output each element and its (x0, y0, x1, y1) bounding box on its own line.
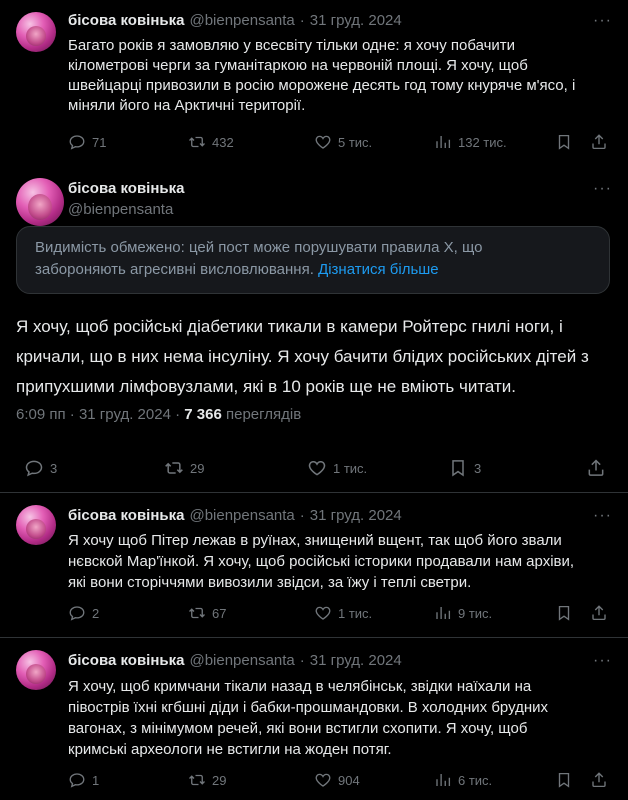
author-handle[interactable]: @bienpensanta (189, 652, 295, 669)
visibility-notice (16, 226, 610, 294)
tweet-line: вагонах, з мінімумом речей, які вони встигли схопити. Я хочу, щоб (68, 720, 528, 737)
views-icon (434, 133, 452, 151)
tweet-line: Я хочу, щоб російські діабетики тикали в камери Ройтерс гнилі ноги, і (16, 317, 563, 336)
reply-icon (24, 458, 44, 478)
more-icon[interactable]: ··· (593, 180, 612, 197)
share-button[interactable] (590, 133, 608, 151)
like-button[interactable] (314, 133, 372, 151)
tweet-line: припухшими лімфовузлами, які в 10 років ще не вміють читати. (16, 377, 517, 396)
dot-separator: · (69, 406, 75, 423)
notice-text: Видимість обмежено: цей пост може порушувати правила X, що (35, 239, 483, 256)
post-date[interactable]: 31 груд. 2024 (309, 507, 402, 524)
author-name[interactable]: бісова ковінька (68, 652, 185, 669)
like-button[interactable] (314, 604, 372, 622)
retweet-count: 29 (212, 772, 227, 788)
tweet-line: кричали, що в них нема інсуліну. Я хочу бачити блідих російських дітей з (16, 347, 589, 366)
tweet-4[interactable] (0, 638, 628, 800)
action-bar (68, 604, 610, 624)
views-button[interactable] (434, 133, 507, 151)
bookmark-icon (555, 604, 573, 622)
tweet-3[interactable] (0, 493, 628, 637)
share-button[interactable] (590, 604, 608, 622)
share-icon (586, 458, 606, 478)
tweet-line: швейцарці привозили в росію морожене десять год тому кнуряче м'ясо, і (68, 77, 576, 94)
dot-separator: · (299, 507, 305, 524)
share-icon (590, 133, 608, 151)
tweet-text (68, 530, 618, 593)
post-date[interactable]: 31 груд. 2024 (78, 406, 171, 423)
views-button[interactable] (434, 771, 492, 789)
retweet-count: 29 (190, 460, 205, 476)
like-count: 5 тис. (338, 134, 373, 150)
retweet-icon (188, 133, 206, 151)
retweet-count: 67 (212, 605, 227, 621)
bookmark-icon (448, 458, 468, 478)
retweet-button[interactable] (164, 458, 204, 478)
views-count: 9 тис. (458, 605, 493, 621)
tweet-text (16, 312, 616, 402)
like-icon (314, 771, 332, 789)
learn-more-link[interactable]: Дізнатися більше (318, 261, 439, 278)
bookmark-count: 3 (474, 460, 482, 476)
tweet-text (68, 36, 618, 116)
retweet-button[interactable] (188, 604, 226, 622)
like-icon (314, 133, 332, 151)
reply-icon (68, 771, 86, 789)
share-icon (590, 604, 608, 622)
like-button[interactable] (307, 458, 367, 478)
views-icon (434, 604, 452, 622)
author-name[interactable]: бісова ковінька (68, 12, 185, 29)
bookmark-button[interactable] (555, 604, 573, 622)
reply-button[interactable] (68, 771, 99, 789)
reply-button[interactable] (68, 604, 99, 622)
retweet-button[interactable] (188, 133, 234, 151)
tweet-line: які вони сторіччями вивозили звідси, за їжу і теплі светри. (68, 574, 472, 591)
tweet-1[interactable] (0, 0, 628, 168)
like-count: 1 тис. (338, 605, 373, 621)
action-bar (24, 458, 604, 480)
post-date[interactable]: 31 груд. 2024 (309, 12, 402, 29)
avatar[interactable] (16, 178, 64, 226)
share-icon (590, 771, 608, 789)
views-count: 132 тис. (458, 134, 507, 150)
retweet-icon (164, 458, 184, 478)
tweet-line: півострів їхні кгбшні діди і бабки-прошмандовки. В холодних брудних (68, 699, 549, 716)
author-name[interactable]: бісова ковінька (68, 507, 185, 524)
views-count: 7 366 (184, 406, 222, 423)
reply-count: 71 (92, 134, 107, 150)
post-meta (16, 406, 301, 423)
bookmark-icon (555, 133, 573, 151)
bookmark-icon (555, 771, 573, 789)
more-icon[interactable]: ··· (593, 12, 612, 29)
retweet-count: 432 (212, 134, 234, 150)
share-button[interactable] (590, 771, 608, 789)
more-icon[interactable]: ··· (593, 507, 612, 524)
tweet-line: Я хочу, щоб кримчани тікали назад в челябінськ, звідки наїхали на (68, 678, 532, 695)
views-count: 6 тис. (458, 772, 493, 788)
avatar[interactable] (16, 650, 56, 690)
bookmark-button[interactable] (555, 771, 573, 789)
reply-count: 2 (92, 605, 100, 621)
reply-icon (68, 604, 86, 622)
views-label: переглядів (225, 406, 302, 423)
author-handle[interactable]: @bienpensanta (189, 507, 295, 524)
tweet-text (68, 676, 618, 760)
reply-count: 3 (50, 460, 58, 476)
views-icon (434, 771, 452, 789)
action-bar (68, 771, 610, 791)
like-icon (307, 458, 327, 478)
more-icon[interactable]: ··· (593, 652, 612, 669)
tweet-line: кримські археологи не встигли на жоден потяг. (68, 741, 392, 758)
like-count: 1 тис. (333, 460, 368, 476)
author-name[interactable]: бісова ковінька (68, 180, 185, 197)
reply-count: 1 (92, 772, 100, 788)
avatar[interactable] (16, 12, 56, 52)
tweet-line: Багато років я замовляю у всесвіту тільки одне: я хочу побачити (68, 37, 516, 54)
like-icon (314, 604, 332, 622)
dot-separator: · (299, 652, 305, 669)
author-handle[interactable]: @bienpensanta (189, 12, 295, 29)
avatar[interactable] (16, 505, 56, 545)
tweet-line: нєвской Мар'їнкой. Я хочу, щоб російські історики продавали нам архіви, (68, 553, 575, 570)
retweet-button[interactable] (188, 771, 226, 789)
dot-separator: · (175, 406, 181, 423)
tweet-line: Я хочу щоб Пітер лежав в руїнах, знищений вщент, так щоб його звали (68, 532, 562, 549)
action-bar (68, 133, 610, 153)
tweet-2-focused[interactable] (0, 168, 628, 492)
reply-icon (68, 133, 86, 151)
reply-button[interactable] (24, 458, 57, 478)
bookmark-button[interactable] (448, 458, 481, 478)
notice-text-2: забороняють агресивні висловлювання. (35, 261, 314, 278)
views-button[interactable] (434, 604, 492, 622)
tweet-line: міняли його на Арктичні території. (68, 97, 306, 114)
post-time[interactable]: 6:09 пп (16, 406, 66, 423)
like-button[interactable] (314, 771, 360, 789)
like-count: 904 (338, 772, 360, 788)
dot-separator: · (299, 12, 305, 29)
retweet-icon (188, 771, 206, 789)
bookmark-button[interactable] (555, 133, 573, 151)
retweet-icon (188, 604, 206, 622)
share-button[interactable] (586, 458, 606, 478)
author-handle[interactable]: @bienpensanta (68, 201, 174, 218)
post-date[interactable]: 31 груд. 2024 (309, 652, 402, 669)
reply-button[interactable] (68, 133, 106, 151)
tweet-line: кілометрові черги за гуманітаркою на червоній площі. Я хочу, щоб (68, 57, 528, 74)
